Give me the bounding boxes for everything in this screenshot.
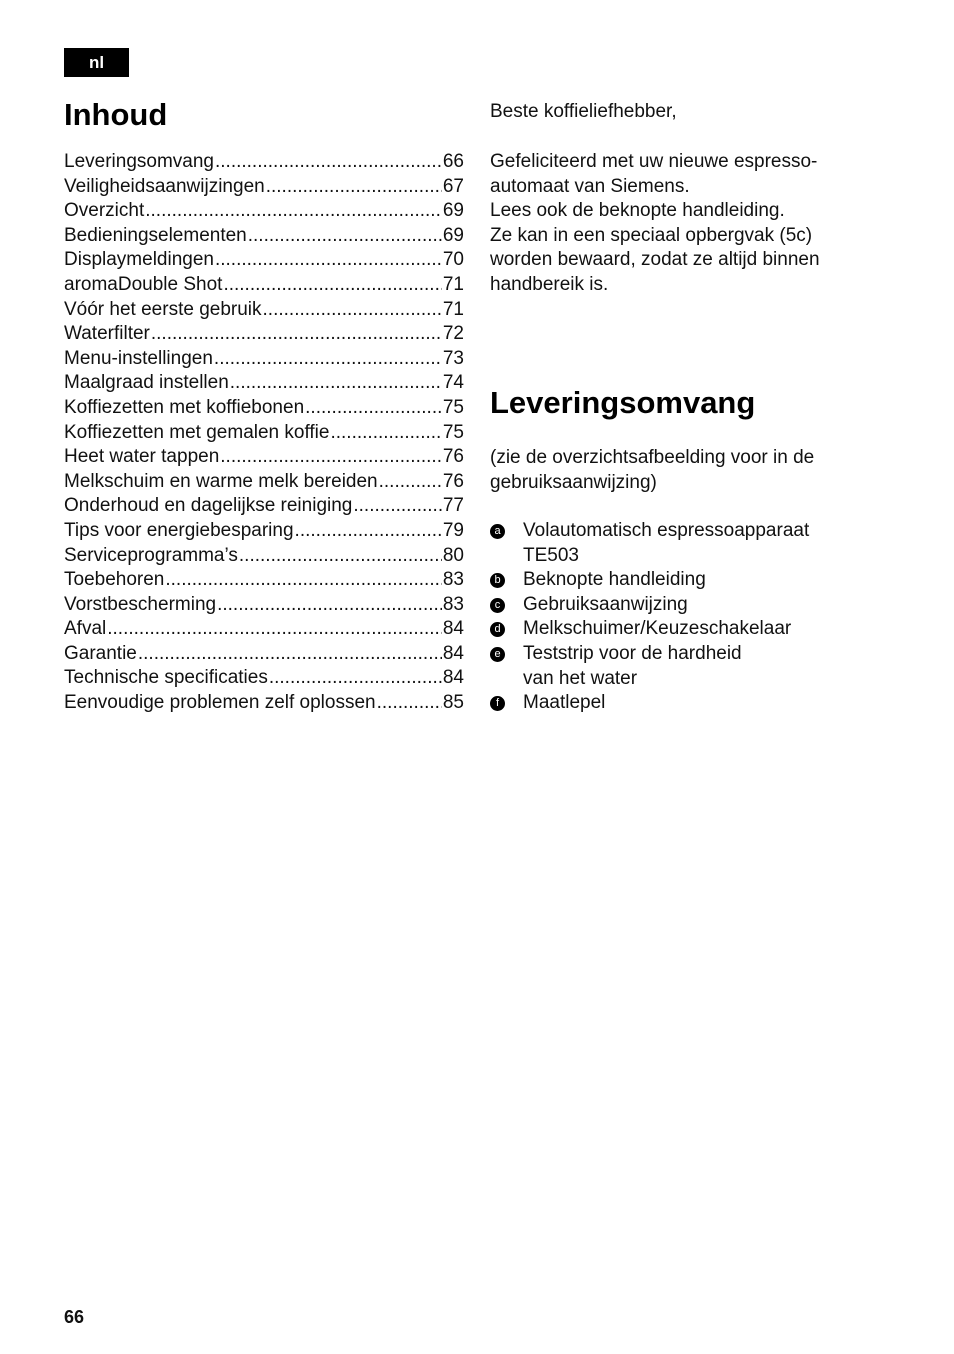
toc-entry-label: Eenvoudige problemen zelf oplossen <box>64 692 376 714</box>
toc-entry-page: 71 <box>442 273 464 295</box>
delivery-item-line: Beknopte handleiding <box>523 569 706 591</box>
toc-entry-page: 76 <box>442 446 464 468</box>
delivery-item-text <box>523 593 688 618</box>
toc-dot-leader <box>353 494 441 519</box>
toc-dot-leader <box>377 691 442 716</box>
greeting: Beste koffieliefhebber, <box>490 101 677 122</box>
toc-entry-label: aromaDouble Shot <box>64 273 223 295</box>
delivery-item-text <box>523 617 791 642</box>
toc-entry-page: 66 <box>442 151 464 172</box>
section-title-leveringsomvang: Leveringsomvang <box>490 385 756 420</box>
toc-entry <box>64 224 464 249</box>
intro-paragraph <box>490 150 890 298</box>
delivery-item <box>490 642 890 691</box>
toc-entry-label: Serviceprogramma’s <box>64 544 238 566</box>
toc-dot-leader <box>220 445 442 470</box>
toc-dot-leader <box>248 224 442 249</box>
intro-line: Gefeliciteerd met uw nieuwe espresso- <box>490 151 818 172</box>
toc-entry-page: 69 <box>442 200 464 222</box>
toc-entry <box>64 568 464 593</box>
delivery-item-line: Gebruiksaanwijzing <box>523 593 688 615</box>
toc-entry-label: Koffiezetten met koffiebonen <box>64 396 305 418</box>
toc-entry <box>64 642 464 667</box>
toc-dot-leader <box>215 150 442 175</box>
toc-entry <box>64 371 464 396</box>
toc-dot-leader <box>330 421 441 446</box>
toc-entry-label: Veiligheidsaanwijzingen <box>64 175 265 197</box>
toc-entry <box>64 322 464 347</box>
toc-dot-leader <box>379 470 442 495</box>
delivery-item <box>490 617 890 642</box>
delivery-item-line: Teststrip voor de hardheid <box>523 642 742 664</box>
toc-entry <box>64 470 464 495</box>
toc-dot-leader <box>145 199 442 224</box>
toc-entry-page: 76 <box>442 470 464 492</box>
toc-entry-label: Technische specificaties <box>64 667 268 689</box>
toc-dot-leader <box>217 593 442 618</box>
delivery-item <box>490 568 890 593</box>
toc-dot-leader <box>107 617 442 642</box>
delivery-item-line: Melkschuimer/Keuzeschakelaar <box>523 618 792 640</box>
toc-entry-page: 75 <box>442 396 464 418</box>
intro-line: automaat van Siemens. <box>490 175 690 197</box>
item-marker-icon: c <box>490 598 505 613</box>
toc-entry-page: 73 <box>442 347 464 369</box>
toc-entry <box>64 421 464 446</box>
intro-line: Lees ook de beknopte handleiding. <box>490 200 785 222</box>
item-marker-icon: e <box>490 647 505 662</box>
delivery-item-text <box>523 642 742 691</box>
toc-dot-leader <box>138 642 442 667</box>
toc-entry-page: 85 <box>442 692 464 714</box>
language-tag: nl <box>64 48 129 77</box>
toc-dot-leader <box>263 298 442 323</box>
toc-entry-page: 83 <box>442 569 464 591</box>
toc-entry <box>64 617 464 642</box>
delivery-item <box>490 691 890 716</box>
toc-entry-label: Garantie <box>64 642 137 664</box>
toc-dot-leader <box>223 273 441 298</box>
toc-entry-label: Afval <box>64 618 107 640</box>
toc-entry <box>64 666 464 691</box>
toc-entry-label: Tips voor energiebesparing <box>64 519 294 541</box>
toc-entry-label: Heet water tappen <box>64 446 220 468</box>
toc-entry-label: Melkschuim en warme melk bereiden <box>64 470 378 492</box>
toc-entry-page: 84 <box>442 667 464 689</box>
delivery-item-line: van het water <box>523 667 638 689</box>
toc-entry <box>64 396 464 421</box>
toc-entry-label: Maalgraad instellen <box>64 372 229 394</box>
toc-entry-label: Displaymeldingen <box>64 249 214 271</box>
toc-entry-label: Onderhoud en dagelijkse reiniging <box>64 495 353 517</box>
delivery-item-line: TE503 <box>523 544 579 566</box>
toc-dot-leader <box>215 248 442 273</box>
toc-entry-label: Leveringsomvang <box>64 151 214 172</box>
toc-entry <box>64 445 464 470</box>
toc-entry-page: 71 <box>442 298 464 320</box>
intro-line: Ze kan in een speciaal opbergvak (5c) <box>490 224 813 246</box>
delivery-item-line: Maatlepel <box>523 692 606 714</box>
toc-list <box>64 150 464 716</box>
toc-entry-label: Koffiezetten met gemalen koffie <box>64 421 330 443</box>
delivery-item-text <box>523 519 809 568</box>
toc-entry-page: 77 <box>442 495 464 517</box>
delivery-item <box>490 593 890 618</box>
toc-entry-page: 67 <box>442 175 464 197</box>
toc-entry-page: 69 <box>442 224 464 246</box>
toc-entry <box>64 593 464 618</box>
toc-entry-label: Overzicht <box>64 200 145 222</box>
note-line: gebruiksaanwijzing) <box>490 471 657 493</box>
toc-entry-page: 79 <box>442 519 464 541</box>
toc-dot-leader <box>269 666 442 691</box>
delivery-item-line: Volautomatisch espressoapparaat <box>523 520 810 541</box>
toc-entry <box>64 519 464 544</box>
toc-entry <box>64 273 464 298</box>
delivery-items-list <box>490 519 890 716</box>
table-of-contents <box>64 94 464 714</box>
toc-entry-page: 74 <box>442 372 464 394</box>
toc-entry-label: Menu-instellingen <box>64 347 213 369</box>
toc-entry <box>64 298 464 323</box>
toc-dot-leader <box>151 322 442 347</box>
toc-entry-page: 84 <box>442 618 464 640</box>
toc-entry <box>64 494 464 519</box>
toc-dot-leader <box>165 568 441 593</box>
toc-dot-leader <box>239 544 442 569</box>
toc-entry-page: 80 <box>442 544 464 566</box>
toc-dot-leader <box>214 347 442 372</box>
toc-title: Inhoud <box>64 97 168 132</box>
note-line: (zie de overzichtsafbeelding voor in de <box>490 447 815 468</box>
item-marker-icon: b <box>490 573 505 588</box>
delivery-item <box>490 519 890 568</box>
toc-entry <box>64 150 464 175</box>
toc-entry-page: 75 <box>442 421 464 443</box>
toc-entry <box>64 544 464 569</box>
toc-entry <box>64 248 464 273</box>
intro-line: worden bewaard, zodat ze altijd binnen <box>490 249 820 271</box>
toc-entry-label: Vorstbescherming <box>64 593 217 615</box>
toc-entry <box>64 175 464 200</box>
toc-entry-label: Vóór het eerste gebruik <box>64 298 262 320</box>
toc-dot-leader <box>230 371 442 396</box>
toc-entry <box>64 691 464 716</box>
delivery-item-text <box>523 691 605 716</box>
toc-entry-page: 72 <box>442 323 464 345</box>
item-marker-icon: a <box>490 524 505 539</box>
intro-line: handbereik is. <box>490 273 609 295</box>
toc-dot-leader <box>305 396 442 421</box>
toc-entry-label: Bedieningselementen <box>64 224 247 246</box>
toc-entry <box>64 347 464 372</box>
toc-entry-page: 83 <box>442 593 464 615</box>
section-note <box>490 446 814 495</box>
delivery-item-text <box>523 568 706 593</box>
toc-entry-label: Waterfilter <box>64 323 150 345</box>
toc-dot-leader <box>266 175 442 200</box>
toc-entry-page: 84 <box>442 642 464 664</box>
toc-entry-label: Toebehoren <box>64 569 165 591</box>
page-number: 66 <box>64 1307 85 1327</box>
toc-entry-page: 70 <box>442 249 464 271</box>
toc-entry <box>64 199 464 224</box>
item-marker-icon: f <box>490 696 505 711</box>
toc-dot-leader <box>295 519 442 544</box>
item-marker-icon: d <box>490 622 505 637</box>
